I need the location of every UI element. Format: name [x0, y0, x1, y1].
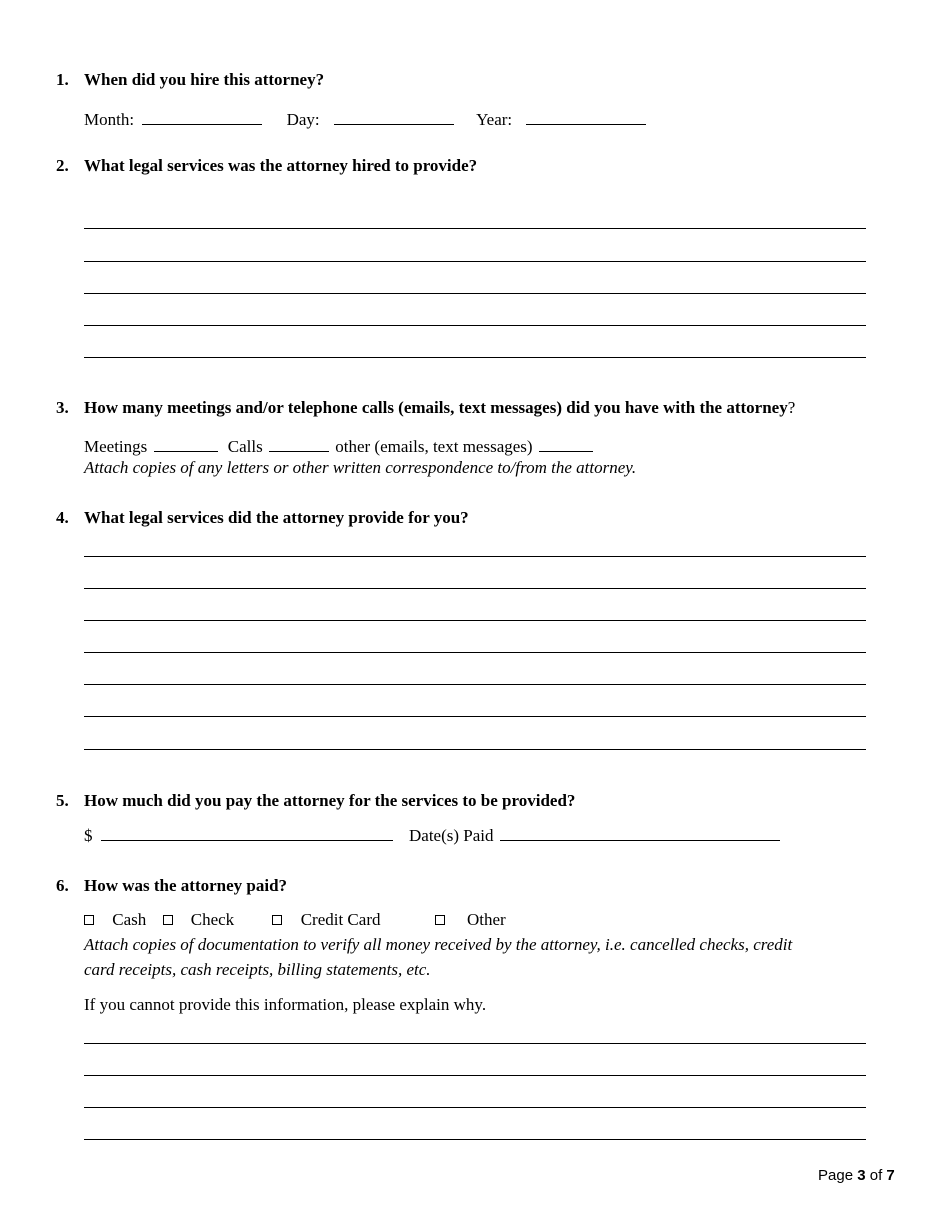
other-checkbox[interactable]	[435, 915, 445, 925]
correspondence-note: Attach copies of any letters or other written correspondence to/from the attorney.	[84, 458, 637, 477]
month-field[interactable]	[142, 123, 262, 125]
answer-line[interactable]	[84, 1139, 866, 1140]
dates-paid-label: Date(s) Paid	[409, 826, 494, 845]
other-label: other (emails, text messages)	[335, 437, 533, 456]
day-label: Day:	[286, 110, 320, 129]
dollar-label: $	[84, 826, 93, 845]
other-option-label: Other	[466, 910, 506, 929]
documentation-note-line1: Attach copies of documentation to verify all money received by the attorney, i.e. cancelled checks, credit	[84, 935, 793, 954]
year-field[interactable]	[526, 123, 646, 125]
question-2-number: 2.	[56, 156, 69, 175]
question-3-number: 3.	[56, 398, 69, 417]
answer-line[interactable]	[84, 1043, 866, 1044]
answer-line[interactable]	[84, 293, 866, 294]
meetings-label: Meetings	[84, 437, 148, 456]
answer-line[interactable]	[84, 749, 866, 750]
answer-line[interactable]	[84, 1107, 866, 1108]
question-3-text: How many meetings and/or telephone calls (emails, text messages) did you have with the attorney	[84, 398, 788, 417]
of-word: of	[869, 1167, 883, 1184]
answer-line[interactable]	[84, 1075, 866, 1076]
payment-method-row	[84, 910, 506, 930]
check-label: Check	[190, 910, 235, 929]
question-6-text: How was the attorney paid?	[84, 876, 288, 895]
amount-field[interactable]	[101, 839, 393, 841]
answer-line[interactable]	[84, 652, 866, 653]
question-1-number: 1.	[56, 70, 69, 89]
documentation-note-line2: card receipts, cash receipts, billing statements, etc.	[84, 960, 431, 979]
check-checkbox[interactable]	[163, 915, 173, 925]
cash-checkbox[interactable]	[84, 915, 94, 925]
calls-field[interactable]	[269, 450, 329, 452]
question-5-text: How much did you pay the attorney for the services to be provided?	[84, 791, 576, 810]
page-number	[818, 1167, 895, 1184]
calls-label: Calls	[227, 437, 263, 456]
answer-line[interactable]	[84, 556, 866, 557]
question-4-text: What legal services did the attorney provide for you?	[84, 508, 469, 527]
total-pages: 7	[886, 1167, 895, 1184]
cash-label: Cash	[112, 910, 147, 929]
contact-counts-row	[84, 437, 593, 457]
answer-line[interactable]	[84, 261, 866, 262]
question-6-number: 6.	[56, 876, 69, 895]
answer-line[interactable]	[84, 357, 866, 358]
answer-line[interactable]	[84, 325, 866, 326]
answer-line[interactable]	[84, 716, 866, 717]
dates-paid-field[interactable]	[500, 839, 780, 841]
payment-row	[84, 826, 780, 846]
credit-card-label: Credit Card	[300, 910, 381, 929]
other-field[interactable]	[539, 450, 593, 452]
hire-date-row	[84, 110, 646, 130]
answer-line[interactable]	[84, 228, 866, 229]
year-label: Year:	[476, 110, 513, 129]
question-3-mark: ?	[787, 398, 796, 417]
question-5-number: 5.	[56, 791, 69, 810]
question-4-number: 4.	[56, 508, 69, 527]
question-3-text-wrap	[84, 398, 795, 418]
question-2-text: What legal services was the attorney hired to provide?	[84, 156, 478, 175]
meetings-field[interactable]	[154, 450, 218, 452]
day-field[interactable]	[334, 123, 454, 125]
question-1-text: When did you hire this attorney?	[84, 70, 325, 89]
page-word: Page	[818, 1167, 854, 1184]
explain-prompt: If you cannot provide this information, please explain why.	[84, 995, 487, 1014]
answer-line[interactable]	[84, 588, 866, 589]
answer-line[interactable]	[84, 620, 866, 621]
credit-card-checkbox[interactable]	[272, 915, 282, 925]
month-label: Month:	[84, 110, 135, 129]
answer-line[interactable]	[84, 684, 866, 685]
current-page: 3	[857, 1167, 866, 1184]
